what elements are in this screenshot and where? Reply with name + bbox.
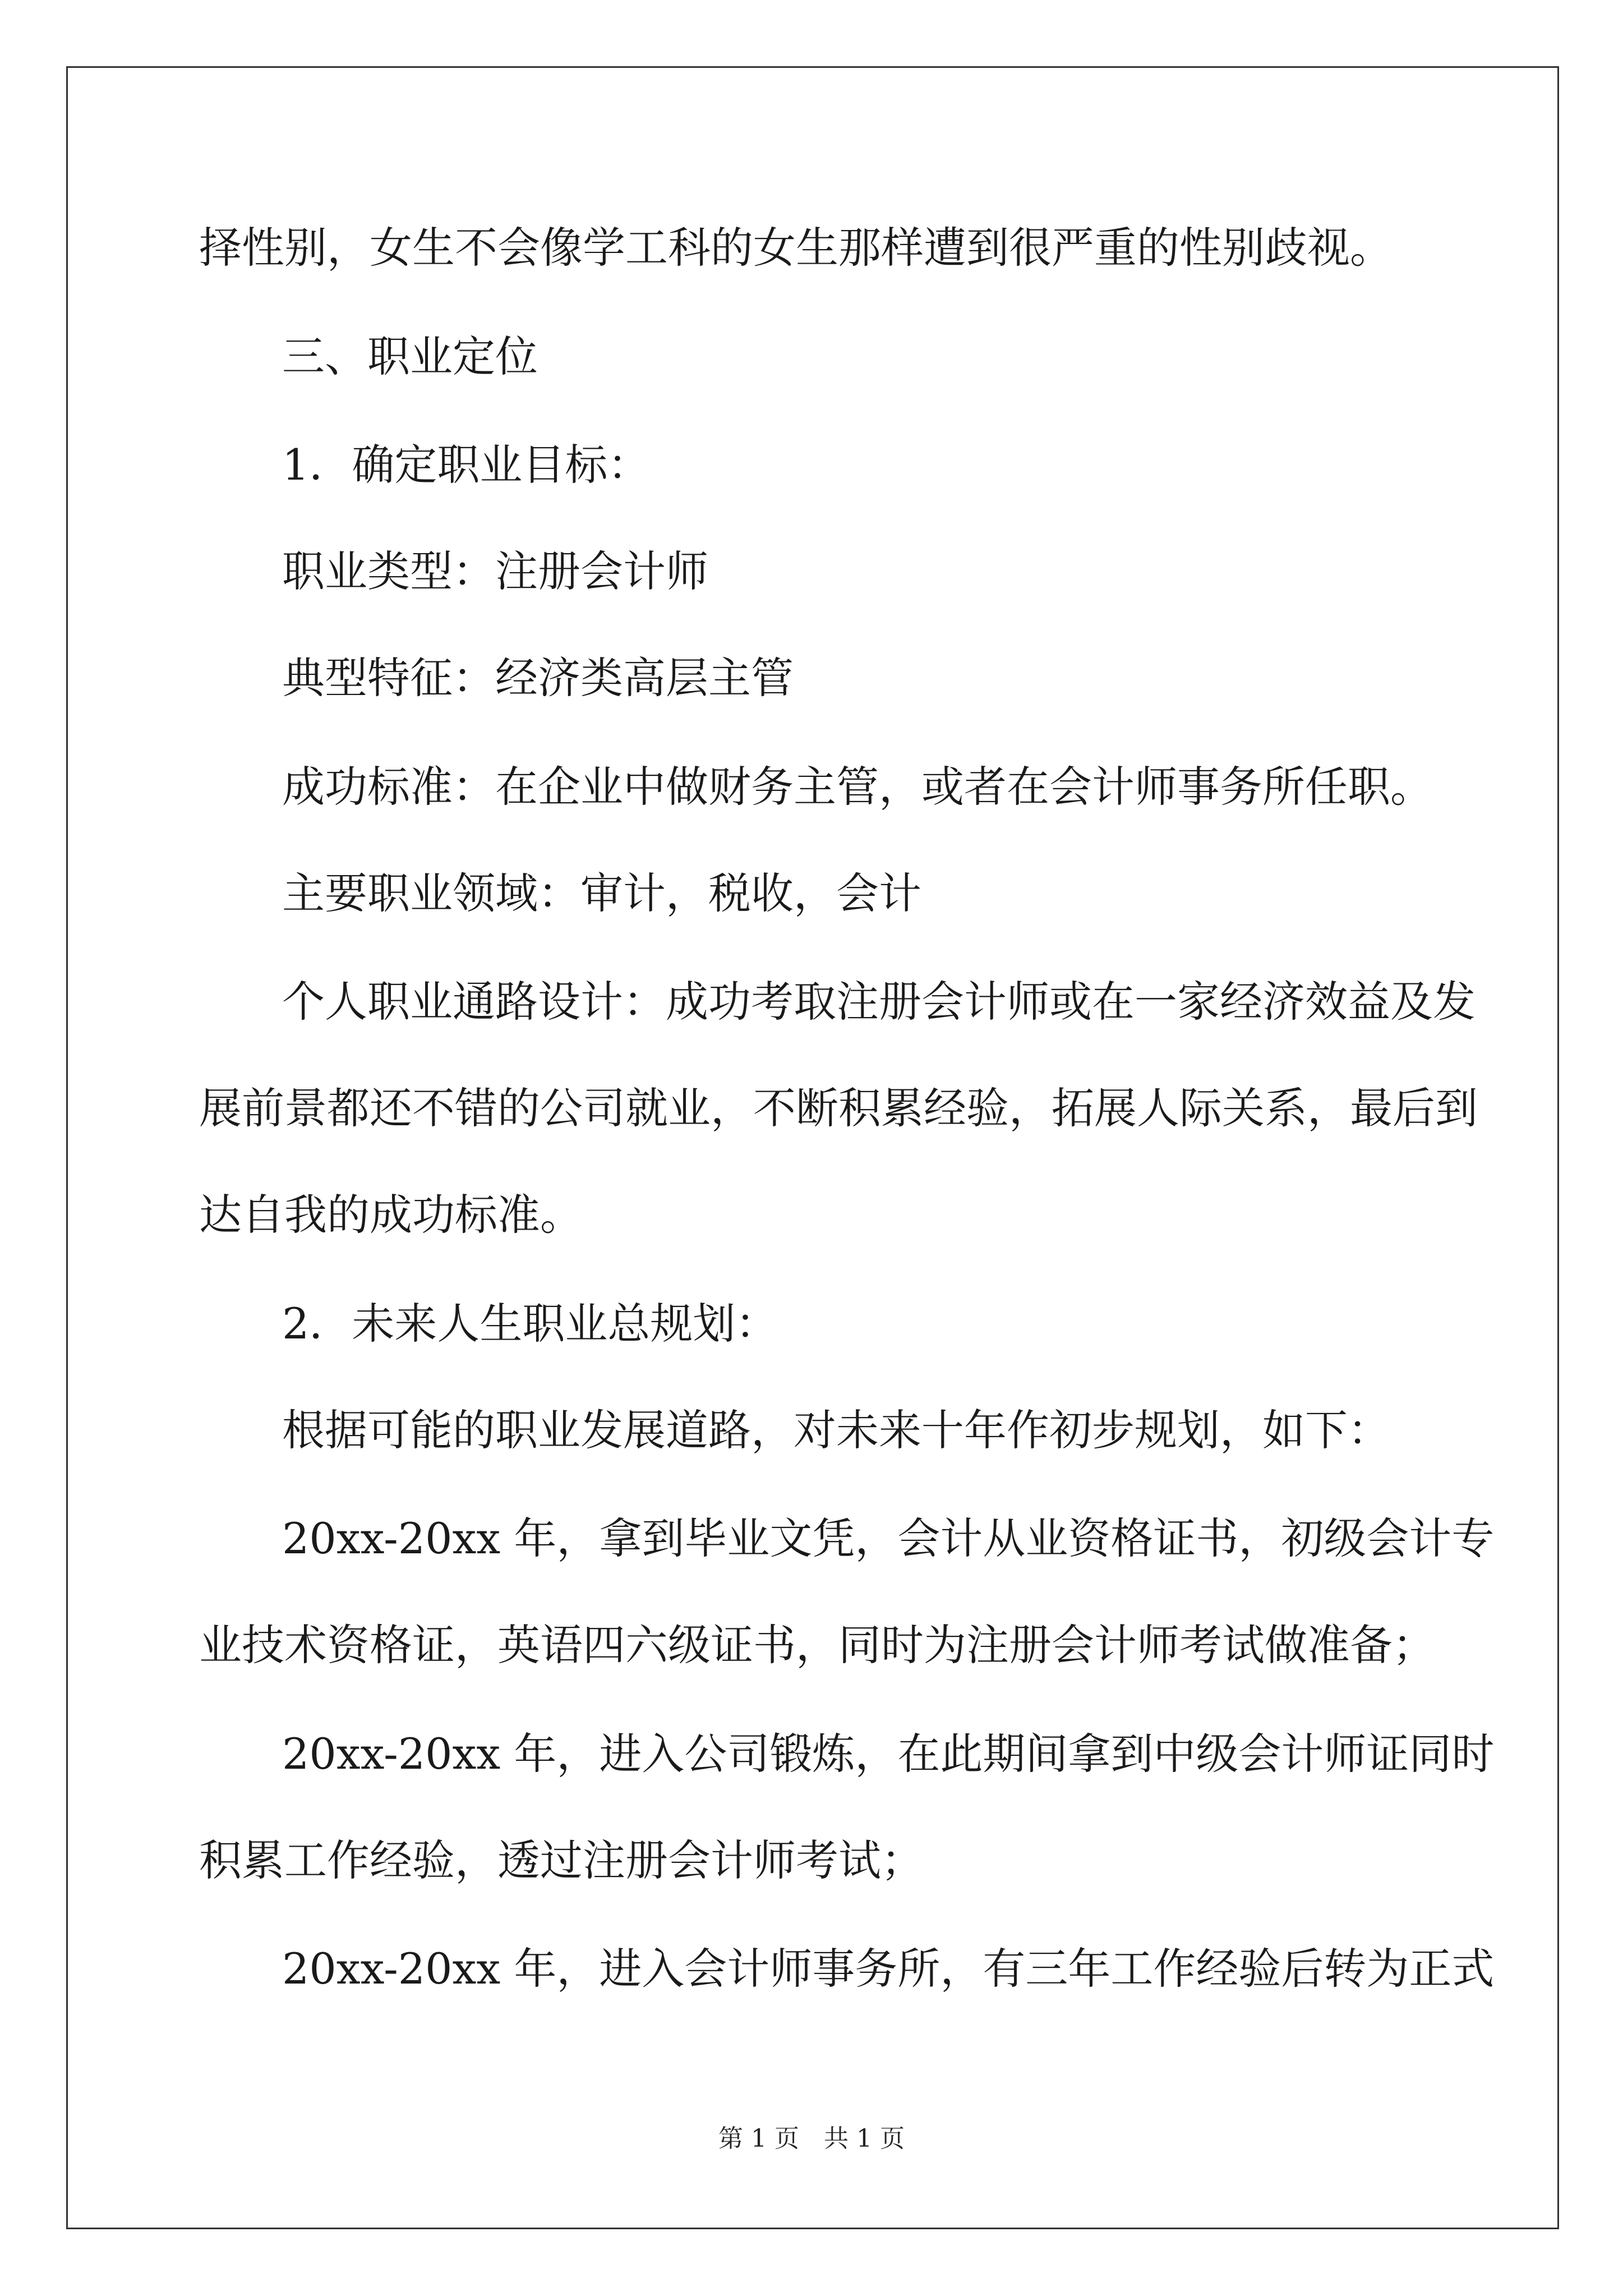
paragraph-line: 业技术资格证，英语四六级证书，同时为注册会计师考试做准备； (199, 1620, 1435, 1670)
paragraph-line: 个人职业通路设计：成功考取注册会计师或在一家经济效益及发 (282, 977, 1476, 1027)
section-heading: 三、职业定位 (282, 332, 538, 381)
paragraph-line: 展前景都还不错的公司就业，不断积累经验，拓展人际关系，最后到 (199, 1083, 1478, 1133)
paragraph-line: 根据可能的职业发展道路，对未来十年作初步规划，如下： (282, 1405, 1390, 1455)
page-border (66, 66, 1559, 2229)
page-number-footer: 第 1 页 共 1 页 (718, 2124, 905, 2153)
paragraph-line: 典型特征：经济类高层主管 (282, 653, 794, 703)
paragraph-line: 20xx-20xx 年，拿到毕业文凭，会计从业资格证书，初级会计专 (282, 1513, 1495, 1563)
paragraph-line: 积累工作经验，透过注册会计师考试； (199, 1835, 924, 1885)
paragraph-line: 成功标准：在企业中做财务主管，或者在会计师事务所任职。 (282, 762, 1433, 812)
paragraph-line: 择性别，女生不会像学工科的女生那样遭到很严重的性别歧视。 (199, 223, 1393, 273)
paragraph-line: 20xx-20xx 年，进入公司锻炼，在此期间拿到中级会计师证同时 (282, 1729, 1495, 1779)
paragraph-line: 达自我的成功标准。 (199, 1190, 583, 1240)
paragraph-line: 职业类型：注册会计师 (282, 546, 708, 596)
paragraph-line: 20xx-20xx 年，进入会计师事务所，有三年工作经验后转为正式 (282, 1944, 1495, 1994)
subheading: 1．确定职业目标： (282, 440, 651, 490)
subheading: 2．未来人生职业总规划： (282, 1299, 778, 1349)
paragraph-line: 主要职业领域：审计，税收，会计 (282, 868, 921, 918)
